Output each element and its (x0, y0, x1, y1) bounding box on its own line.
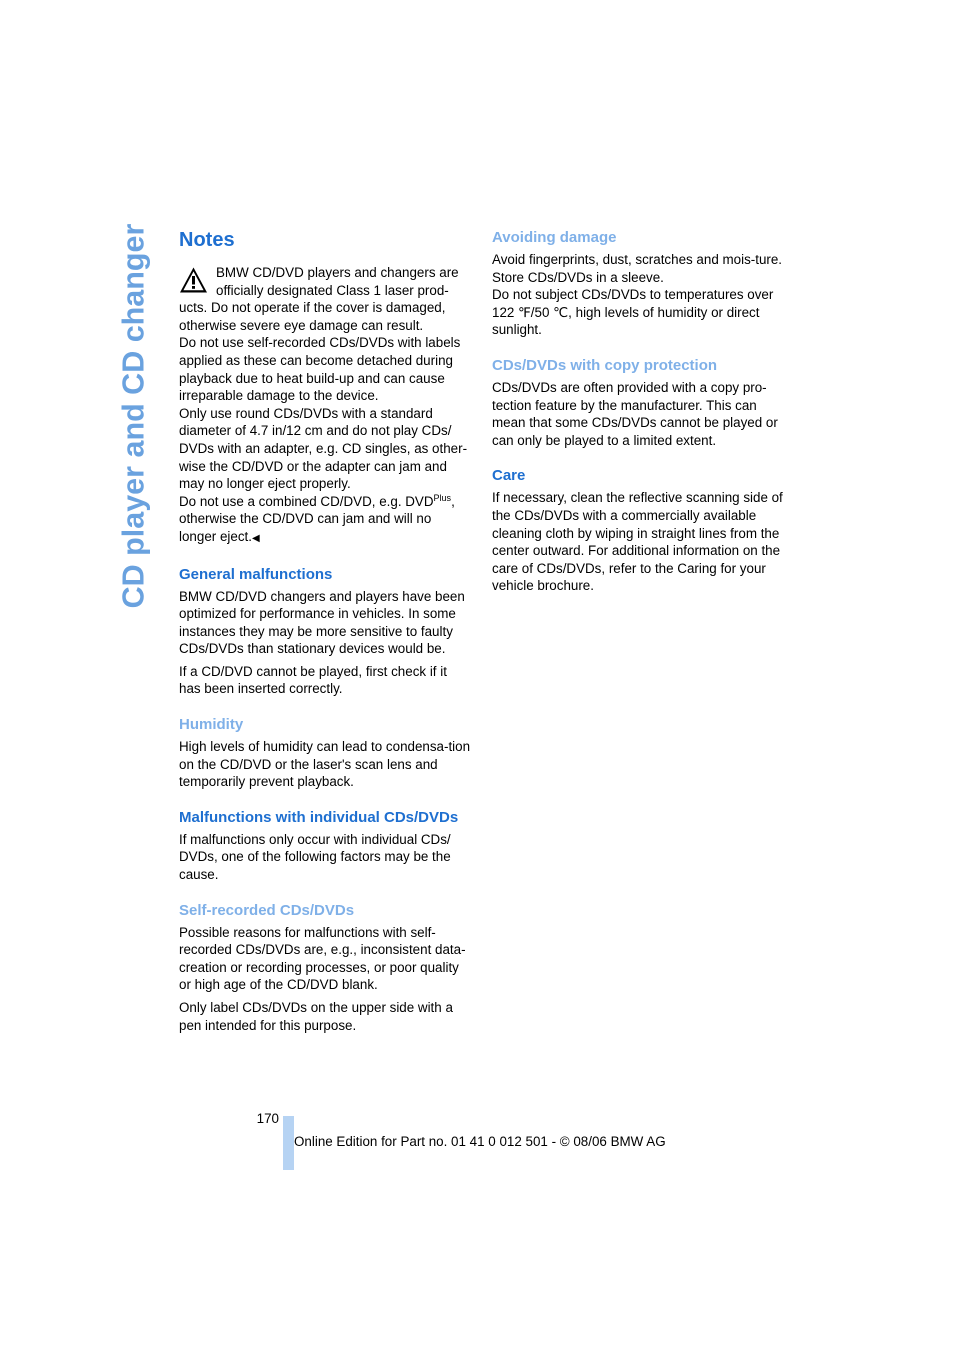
dvd-plus-superscript: Plus (433, 492, 452, 503)
footer-accent-bar (283, 1116, 294, 1170)
chapter-side-title-text: CD player and CD changer (116, 223, 151, 609)
notes-paragraph-1: BMW CD/DVD players and changers are officially designated Class 1 laser prod-ucts. Do not operate if the cover is damaged, otherwise severe eye damage can result. (179, 265, 459, 333)
general-paragraph-2: If a CD/DVD cannot be played, first check if it has been inserted correctly. (179, 663, 447, 697)
notes-paragraph-2: Do not use self-recorded CDs/DVDs with labels applied as these can become detached during playback due to heat build-up and can cause irreparable damage to the device. (179, 335, 461, 404)
self-recorded-paragraph-1: Possible reasons for malfunctions with self-recorded CDs/DVDs are, e.g., inconsistent data-creation or recording processes, or poor quality or high age of the CD/DVD blank. (179, 924, 466, 993)
chapter-side-title (116, 223, 152, 609)
humidity-heading: Humidity (179, 716, 244, 734)
self-recorded-heading: Self-recorded CDs/DVDs (179, 901, 355, 919)
left-column (179, 226, 471, 1034)
humidity-paragraph: High levels of humidity can lead to condensa-tion on the CD/DVD or the laser's scan lens and temporarily prevent playback. (179, 739, 471, 790)
general-malfunctions-heading: General malfunctions (179, 565, 333, 583)
notes-paragraph-3: Only use round CDs/DVDs with a standard diameter of 4.7 in/12 cm and do not play CDs/ DVDs with an adapter, e.g. CD singles, as other-wise the CD/DVD or the adapter can jam and may no longer eject properly. (179, 405, 468, 492)
footer-edition-text: Online Edition for Part no. 01 41 0 012 501 - © 08/06 BMW AG (294, 1134, 666, 1149)
end-marker-icon: ◀ (251, 532, 260, 544)
avoid-paragraph-3: Do not subject CDs/DVDs to temperatures over 122 ℉/50 ℃, high levels of humidity or direct sunlight. (492, 287, 774, 338)
avoiding-damage-heading: Avoiding damage (492, 229, 617, 246)
general-paragraph-1: BMW CD/DVD changers and players have been optimized for performance in vehicles. In some instances they may be more sensitive to faulty CDs/DVDs than stationary devices would be. (179, 588, 465, 657)
warning-triangle-icon (179, 266, 208, 294)
care-paragraph: If necessary, clean the reflective scanning side of the CDs/DVDs with a commercially available cleaning cloth by wiping in straight lines from the center outward. For additional information on the care of CDs/DVDs, refer to the Caring for your vehicle brochure. (492, 490, 783, 594)
notes-p4-text-b: , otherwise the CD/DVD can jam and will no longer eject. (179, 493, 455, 544)
copy-paragraph: CDs/DVDs are often provided with a copy pro-tection feature by the manufacturer. This can mean that some CDs/DVDs cannot be played or can only be played to a limited extent. (492, 379, 778, 448)
right-column (492, 228, 784, 595)
copy-protection-heading: CDs/DVDs with copy protection (492, 356, 718, 374)
notes-paragraph-4 (179, 493, 471, 548)
individual-malfunctions-heading: Malfunctions with individual CDs/DVDs (179, 808, 459, 826)
self-recorded-paragraph-2: Only label CDs/DVDs on the upper side with a pen intended for this purpose. (179, 1000, 453, 1033)
notes-p4-text-a: Do not use a combined CD/DVD, e.g. DVD (179, 493, 434, 509)
avoid-paragraph-2: Store CDs/DVDs in a sleeve. (492, 269, 664, 285)
care-heading: Care (492, 467, 526, 485)
individual-paragraph: If malfunctions only occur with individual CDs/ DVDs, one of the following factors may be the cause. (179, 831, 451, 883)
page-number: 170 (256, 1111, 279, 1126)
avoid-paragraph-1: Avoid fingerprints, dust, scratches and mois-ture. (492, 252, 783, 267)
notes-warning-block (179, 264, 471, 334)
notes-heading: Notes (179, 229, 235, 251)
